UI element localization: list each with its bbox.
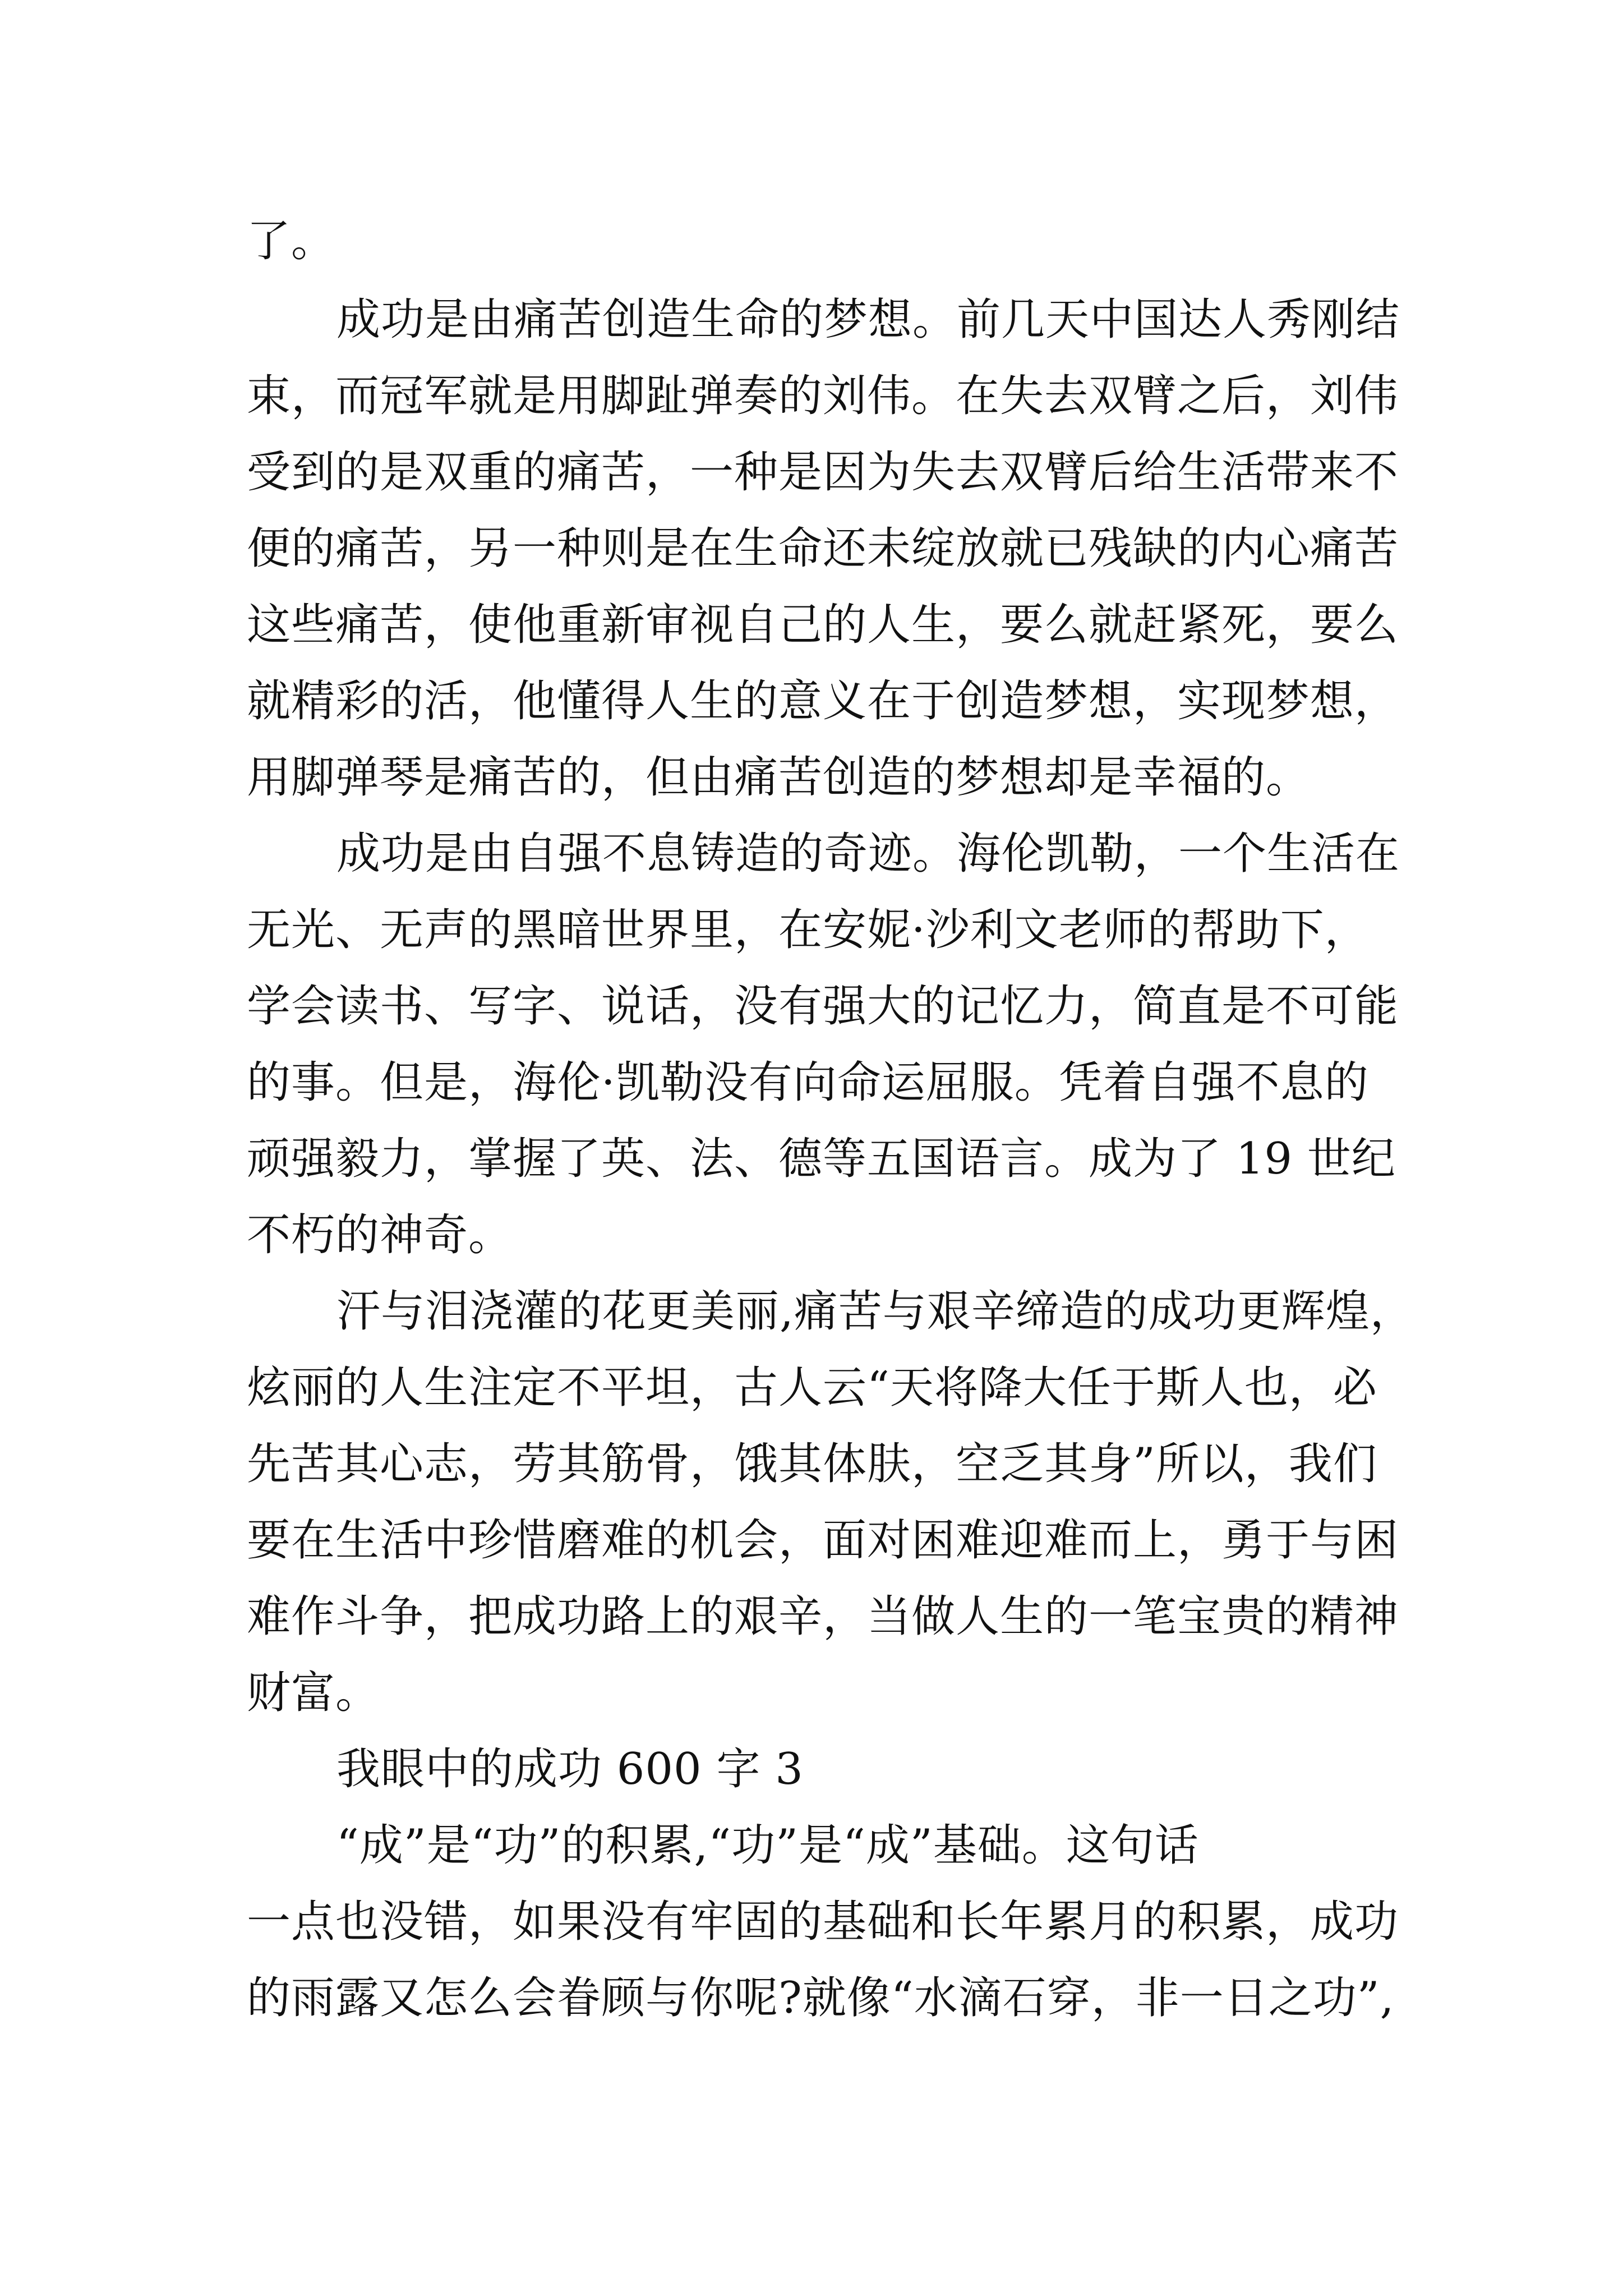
- text-line: 财富。: [247, 1668, 380, 1718]
- text-line: 先苦其心志，劳其筋骨，饿其体肤，空乏其身”所以，我们: [247, 1439, 1377, 1489]
- text-line: 这些痛苦，使他重新审视自己的人生，要么就赶紧死，要么: [247, 600, 1399, 650]
- paragraph-start-line: 成功是由自强不息铸造的奇迹。海伦凯勒，一个生活在: [336, 829, 1400, 879]
- text-line: 无光、无声的黑暗世界里，在安妮·沙利文老师的帮助下，: [247, 905, 1369, 955]
- paragraph-start-line: “成”是“功”的积累,“功”是“成”基础。这句话: [336, 1820, 1199, 1871]
- text-line: 难作斗争，把成功路上的艰辛，当做人生的一笔宝贵的精神: [247, 1591, 1399, 1642]
- text-line: 了。: [247, 216, 336, 266]
- text-line: 束，而冠军就是用脚趾弹奏的刘伟。在失去双臂之后，刘伟: [247, 371, 1399, 421]
- text-line: 学会读书、写字、说话，没有强大的记忆力，简直是不可能: [247, 981, 1399, 1032]
- paragraph-start-line: 成功是由痛苦创造生命的梦想。前几天中国达人秀刚结: [336, 295, 1400, 345]
- text-line: 的事。但是，海伦·凯勒没有向命运屈服。凭着自强不息的: [247, 1057, 1369, 1108]
- text-line: 就精彩的活，他懂得人生的意义在于创造梦想，实现梦想，: [247, 676, 1399, 726]
- text-line: 顽强毅力，掌握了英、法、德等五国语言。成为了 19 世纪: [247, 1134, 1396, 1184]
- text-line: 一点也没错，如果没有牢固的基础和长年累月的积累，成功: [247, 1897, 1399, 1947]
- text-line: 炫丽的人生注定不平坦，古人云“天将降大任于斯人也，必: [247, 1363, 1377, 1413]
- text-line: 受到的是双重的痛苦，一种是因为失去双臂后给生活带来不: [247, 447, 1399, 498]
- text-line: 不朽的神奇。: [247, 1210, 513, 1260]
- paragraph-start-line: 汗与泪浇灌的花更美丽,痛苦与艰辛缔造的成功更辉煌，: [336, 1286, 1414, 1337]
- section-heading: 我眼中的成功 600 字 3: [336, 1744, 804, 1795]
- text-line: 的雨露又怎么会眷顾与你呢?就像“水滴石穿，非一日之功”,: [247, 1973, 1395, 2023]
- text-line: 便的痛苦，另一种则是在生命还未绽放就已残缺的内心痛苦: [247, 523, 1399, 574]
- text-line: 要在生活中珍惜磨难的机会，面对困难迎难而上，勇于与困: [247, 1515, 1399, 1566]
- text-line: 用脚弹琴是痛苦的，但由痛苦创造的梦想却是幸福的。: [247, 752, 1311, 803]
